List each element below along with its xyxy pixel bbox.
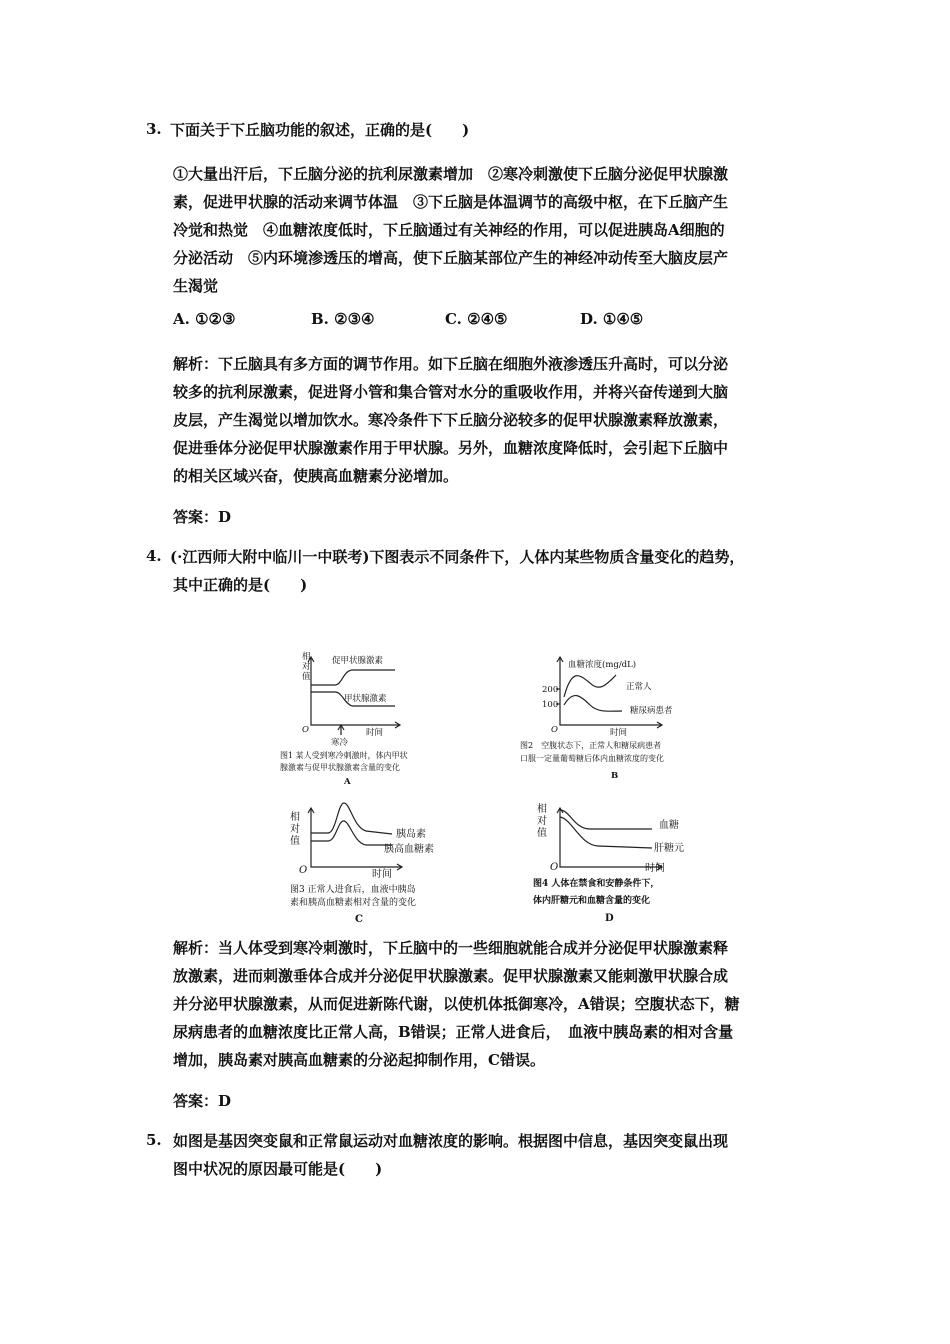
fig-c-ylabel: 对 [290, 824, 300, 835]
fig-a-xlabel: 时间 [366, 728, 384, 738]
fig-a-origin: O [302, 725, 309, 735]
fig-c-curve1-label: 胰岛素 [396, 829, 426, 840]
q3-stem: 下面关于下丘脑功能的叙述，正确的是( ) [170, 121, 470, 139]
q3-analysis-line: 促进垂体分泌促甲状腺激素作用于甲状腺。另外，血糖浓度降低时，会引起下丘脑中 [173, 439, 729, 457]
fig-c-caption: 素和胰高血糖素相对含量的变化 [290, 898, 417, 908]
fig-b-caption: 图2 空腹状态下，正常人和糖尿病患者 [520, 741, 662, 750]
q3-statement-line: 生渴觉 [173, 277, 219, 295]
q5-stem-line: 如图是基因突变鼠和正常鼠运动对血糖浓度的影响。根据图中信息，基因突变鼠出现 [173, 1132, 729, 1150]
q3-option-c: C. ②④⑤ [445, 310, 508, 328]
q3-analysis-line: 皮层，产生渴觉以增加饮水。寒冷条件下下丘脑分泌较多的促甲状腺激素释放激素， [173, 411, 729, 429]
q3-statement-line: 冷觉和热觉 ④血糖浓度低时，下丘脑通过有关神经的作用，可以促进胰岛A细胞的 [173, 221, 725, 239]
fig-d-curve1-label: 血糖 [659, 820, 679, 831]
fig-b-curve2-label: 糖尿病患者 [630, 706, 673, 716]
fig-d-caption: 体内肝糖元和血糖含量的变化 [533, 896, 651, 906]
fig-a-ylabel: 对 [302, 662, 311, 672]
q3-number: 3. [146, 120, 162, 138]
fig-d-caption: 图4 人体在禁食和安静条件下， [533, 879, 660, 889]
fig-c-xlabel: 时间 [372, 869, 392, 880]
fig-c-caption: 图3 正常人进食后，血液中胰岛 [290, 885, 416, 895]
q4-stem [170, 543, 830, 599]
fig-c-ylabel: 值 [290, 836, 300, 847]
q4-analysis-line: 增加，胰岛素对胰高血糖素的分泌起抑制作用，C错误。 [173, 1051, 545, 1069]
q5-stem-line: 图中状况的原因最可能是( ) [173, 1160, 383, 1178]
fig-b-caption: 口服一定量葡萄糖后体内血糖浓度的变化 [520, 754, 664, 763]
fig-d-origin: O [550, 862, 559, 873]
fig-c-letter: C [355, 914, 363, 925]
fig-c-curve2-label: 胰高血糖素 [384, 844, 434, 855]
fig-b-ylabel: 血糖浓度(mg/dL) [568, 660, 637, 670]
q4-analysis-line: 并分泌甲状腺激素，从而促进新陈代谢，以使机体抵御寒冷，A错误；空腹状态下，糖 [173, 995, 740, 1013]
q4-figures [280, 645, 720, 935]
q3-option-d: D. ①④⑤ [580, 310, 644, 328]
fig-d-ylabel: 对 [537, 816, 547, 827]
fig-b-tick: 200 [542, 685, 559, 695]
q3-analysis-line: 较多的抗利尿激素，促进肾小管和集合管对水分的重吸收作用，并将兴奋传递到大脑 [173, 383, 729, 401]
fig-d-curve2-label: 肝糖元 [654, 843, 684, 854]
q4-number: 4. [146, 547, 162, 565]
fig-b-tick: 100 [542, 700, 559, 710]
q3-statement-line: 素，促进甲状腺的活动来调节体温 ③下丘脑是体温调节的高级中枢，在下丘脑产生 [173, 193, 729, 211]
q3-analysis-line: 解析：下丘脑具有多方面的调节作用。如下丘脑在细胞外液渗透压升高时，可以分泌 [173, 355, 729, 373]
fig-a-marker: 寒冷 [331, 738, 349, 748]
fig-a-ylabel: 相 [302, 652, 311, 662]
fig-b-curve1-label: 正常人 [626, 682, 652, 692]
q3-statement-line: 分泌活动 ⑤内环境渗透压的增高，使下丘脑某部位产生的神经冲动传至大脑皮层产 [173, 249, 729, 267]
fig-a-caption: 图1 某人受到寒冷刺激时，体内甲状 [280, 751, 408, 760]
fig-b-origin: O [551, 725, 558, 735]
q5-number: 5. [146, 1131, 162, 1149]
q3-statement-line: ①大量出汗后，下丘脑分泌的抗利尿激素增加 ②寒冷刺激使下丘脑分泌促甲状腺激 [173, 165, 729, 183]
fig-d-letter: D [605, 913, 614, 924]
fig-a-curve1-label: 促甲状腺激素 [332, 656, 384, 666]
q3-option-a: A. ①②③ [173, 310, 236, 328]
q4-analysis-line: 尿病患者的血糖浓度比正常人高，B错误；正常人进食后， 血液中胰岛素的相对含量 [173, 1023, 734, 1041]
q3-statements [173, 160, 813, 300]
fig-a-letter: A [344, 777, 351, 787]
fig-d-ylabel: 值 [537, 828, 547, 839]
fig-b-xlabel: 时间 [610, 728, 628, 738]
q4-answer: 答案：D [173, 1092, 232, 1110]
fig-b-letter: B [611, 771, 619, 781]
q3-analysis [173, 350, 813, 490]
q3-answer: 答案：D [173, 508, 232, 526]
q4-analysis-line: 放激素，进而刺激垂体合成并分泌促甲状腺激素。促甲状腺激素又能刺激甲状腺合成 [173, 967, 729, 985]
fig-d-ylabel: 相 [537, 804, 547, 815]
q4-stem-line: 其中正确的是( ) [173, 576, 308, 594]
q4-stem-line: (·江西师大附中临川一中联考)下图表示不同条件下，人体内某些物质含量变化的趋势， [170, 548, 745, 566]
q3-analysis-line: 的相关区域兴奋，使胰高血糖素分泌增加。 [173, 467, 459, 485]
q5-stem [173, 1127, 813, 1183]
fig-c-ylabel: 相 [290, 812, 300, 823]
q3-option-b: B. ②③④ [311, 310, 375, 328]
fig-d-xlabel: 时间 [645, 863, 665, 874]
fig-a-caption: 腺激素与促甲状腺激素含量的变化 [280, 763, 400, 772]
q4-analysis-line: 解析：当人体受到寒冷刺激时，下丘脑中的一些细胞就能合成并分泌促甲状腺激素释 [173, 939, 729, 957]
fig-a-ylabel: 值 [302, 672, 311, 682]
fig-a-curve2-label: 甲状腺激素 [344, 694, 387, 704]
fig-c-origin: O [299, 865, 308, 876]
q4-analysis [173, 934, 813, 1074]
